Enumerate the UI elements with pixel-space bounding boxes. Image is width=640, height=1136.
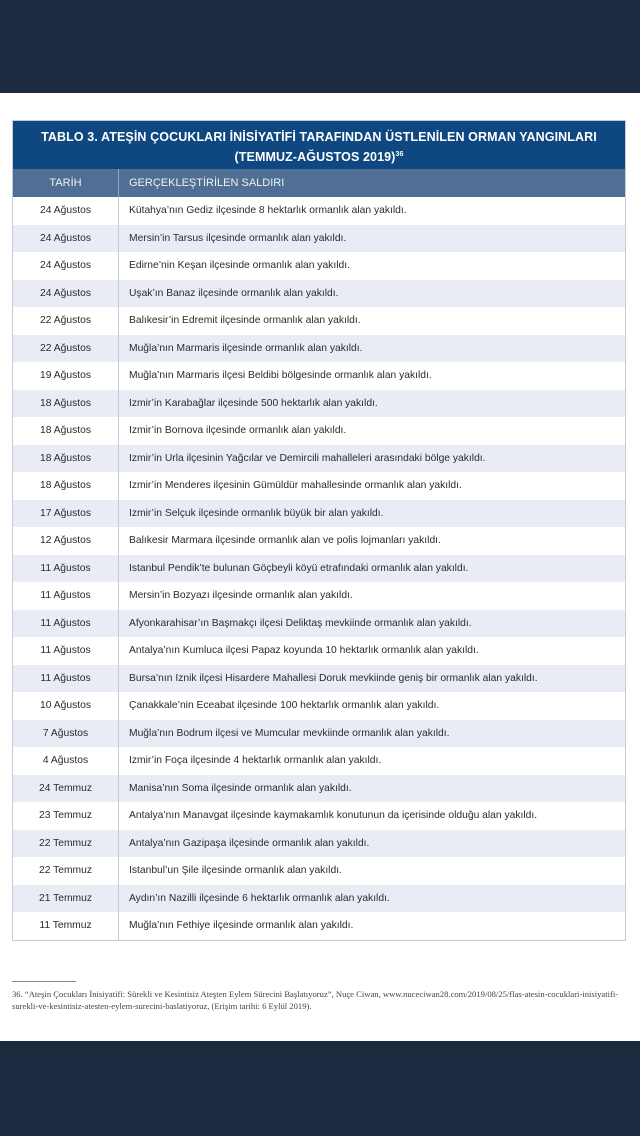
table-row bbox=[13, 197, 625, 225]
table-row bbox=[13, 610, 625, 638]
table-row bbox=[13, 885, 625, 913]
table-row bbox=[13, 830, 625, 858]
table-row bbox=[13, 362, 625, 390]
table-row bbox=[13, 802, 625, 830]
row-description: İzmir’in Karabağlar ilçesinde 500 hektarlık alan yakıldı. bbox=[129, 397, 378, 409]
table-row bbox=[13, 335, 625, 363]
row-date: 24 Ağustos bbox=[13, 280, 119, 308]
row-date: 11 Ağustos bbox=[13, 637, 119, 665]
row-date: 24 Temmuz bbox=[13, 775, 119, 803]
row-date: 24 Ağustos bbox=[13, 225, 119, 253]
row-date: 11 Temmuz bbox=[13, 912, 119, 940]
row-date: 22 Ağustos bbox=[13, 307, 119, 335]
table-row bbox=[13, 775, 625, 803]
table-row bbox=[13, 225, 625, 253]
header-description: GERÇEKLEŞTİRİLEN SALDIRI bbox=[129, 177, 285, 189]
row-date: 12 Ağustos bbox=[13, 527, 119, 555]
row-description: Çanakkale’nin Eceabat ilçesinde 100 hektarlık ormanlık alan yakıldı. bbox=[129, 700, 440, 712]
row-date: 17 Ağustos bbox=[13, 500, 119, 528]
row-date: 10 Ağustos bbox=[13, 692, 119, 720]
row-description: Muğla’nın Bodrum ilçesi ve Mumcular mevkiinde ormanlık alan yakıldı. bbox=[129, 727, 450, 739]
row-description: Uşak’ın Banaz ilçesinde ormanlık alan yakıldı. bbox=[129, 287, 339, 299]
row-description: Balıkesir Marmara ilçesinde ormanlık alan ve polis lojmanları yakıldı. bbox=[129, 535, 441, 547]
row-description: Balıkesir’in Edremit ilçesinde ormanlık alan yakıldı. bbox=[129, 315, 361, 327]
table-row bbox=[13, 555, 625, 583]
table-row bbox=[13, 720, 625, 748]
table-row bbox=[13, 747, 625, 775]
table-row bbox=[13, 500, 625, 528]
fires-table bbox=[12, 120, 626, 941]
footnote-divider bbox=[12, 981, 76, 982]
row-date: 22 Ağustos bbox=[13, 335, 119, 363]
row-date: 22 Temmuz bbox=[13, 830, 119, 858]
table-row bbox=[13, 417, 625, 445]
table-body bbox=[13, 197, 625, 940]
table-row bbox=[13, 692, 625, 720]
row-date: 11 Ağustos bbox=[13, 610, 119, 638]
table-row bbox=[13, 445, 625, 473]
table-row bbox=[13, 665, 625, 693]
table-row bbox=[13, 637, 625, 665]
header-date: TARİH bbox=[13, 169, 119, 197]
footnote: 36. “Ateşin Çocukları İnisiyatifi: Sürekli ve Kesintisiz Ateşten Eylem Sürecini Başlatıyoruz”, Nuçe Ciwan, www.nuceciwan28.com/2019/08/25/flas-atesin-cocuklari-inisiyatifi-surekli-ve-kesintisiz-atesten-eylem-surecini-baslatiyoruz, (Erişim tarihi: 6 Eylül 2019). bbox=[12, 989, 619, 1011]
row-description: Antalya’nın Manavgat ilçesinde kaymakamlık konutunun da içerisinde olduğu alan yakıldı. bbox=[129, 810, 538, 822]
row-description: Afyonkarahisar’ın Başmakçı ilçesi Deliktaş mevkiinde ormanlık alan yakıldı. bbox=[129, 617, 472, 629]
row-description: İstanbul Pendik’te bulunan Göçbeyli köyü etrafındaki ormanlık alan yakıldı. bbox=[129, 562, 469, 574]
table-row bbox=[13, 912, 625, 940]
row-description: Kütahya’nın Gediz ilçesinde 8 hektarlık ormanlık alan yakıldı. bbox=[129, 205, 407, 217]
row-date: 19 Ağustos bbox=[13, 362, 119, 390]
table-title bbox=[13, 121, 625, 169]
table-row bbox=[13, 582, 625, 610]
row-description: Mersin’in Bozyazı ilçesinde ormanlık alan yakıldı. bbox=[129, 590, 353, 602]
row-date: 11 Ağustos bbox=[13, 665, 119, 693]
footnote-ref: 36 bbox=[395, 151, 404, 158]
row-date: 24 Ağustos bbox=[13, 252, 119, 280]
row-description: Manisa’nın Soma ilçesinde ormanlık alan yakıldı. bbox=[129, 782, 352, 794]
table-row bbox=[13, 252, 625, 280]
row-description: İzmir’in Urla ilçesinin Yağcılar ve Demircili mahalleleri arasındaki bölge yakıldı. bbox=[129, 452, 486, 464]
table-title-line1: TABLO 3. ATEŞİN ÇOCUKLARI İNİSİYATİFİ TARAFINDAN ÜSTLENİLEN ORMAN YANGINLARI bbox=[41, 130, 597, 144]
row-description: Muğla’nın Marmaris ilçesi Beldibi bölgesinde ormanlık alan yakıldı. bbox=[129, 370, 432, 382]
table-header bbox=[13, 169, 625, 197]
table-row bbox=[13, 280, 625, 308]
row-date: 23 Temmuz bbox=[13, 802, 119, 830]
row-date: 11 Ağustos bbox=[13, 582, 119, 610]
table-row bbox=[13, 527, 625, 555]
row-description: Antalya’nın Kumluca ilçesi Papaz koyunda 10 hektarlık ormanlık alan yakıldı. bbox=[129, 645, 479, 657]
row-date: 7 Ağustos bbox=[13, 720, 119, 748]
document-page bbox=[0, 93, 640, 1041]
row-description: Antalya’nın Gazipaşa ilçesinde ormanlık alan yakıldı. bbox=[129, 837, 370, 849]
row-description: İzmir’in Foça ilçesinde 4 hektarlık ormanlık alan yakıldı. bbox=[129, 755, 382, 767]
row-date: 22 Temmuz bbox=[13, 857, 119, 885]
table-title-line2 bbox=[21, 146, 617, 166]
table-row bbox=[13, 472, 625, 500]
row-date: 4 Ağustos bbox=[13, 747, 119, 775]
row-description: Muğla’nın Marmaris ilçesinde ormanlık alan yakıldı. bbox=[129, 342, 363, 354]
row-description: Mersin’in Tarsus ilçesinde ormanlık alan yakıldı. bbox=[129, 232, 347, 244]
table-row bbox=[13, 857, 625, 885]
row-description: İzmir’in Selçuk ilçesinde ormanlık büyük bir alan yakıldı. bbox=[129, 507, 384, 519]
row-description: İzmir’in Menderes ilçesinin Gümüldür mahallesinde ormanlık alan yakıldı. bbox=[129, 480, 462, 492]
row-date: 11 Ağustos bbox=[13, 555, 119, 583]
row-date: 18 Ağustos bbox=[13, 472, 119, 500]
row-description: İzmir’in Bornova ilçesinde ormanlık alan yakıldı. bbox=[129, 425, 347, 437]
row-date: 18 Ağustos bbox=[13, 390, 119, 418]
row-description: Edirne’nin Keşan ilçesinde ormanlık alan yakıldı. bbox=[129, 260, 350, 272]
row-date: 18 Ağustos bbox=[13, 445, 119, 473]
row-date: 21 Temmuz bbox=[13, 885, 119, 913]
row-description: Bursa’nın İznik ilçesi Hisardere Mahallesi Doruk mevkiinde geniş bir ormanlık alan yakıldı. bbox=[129, 672, 538, 684]
row-description: Muğla’nın Fethiye ilçesinde ormanlık alan yakıldı. bbox=[129, 920, 354, 932]
row-description: Aydın’ın Nazilli ilçesinde 6 hektarlık ormanlık alan yakıldı. bbox=[129, 892, 390, 904]
table-row bbox=[13, 307, 625, 335]
table-title-period: (TEMMUZ-AĞUSTOS 2019) bbox=[234, 150, 396, 164]
row-description: İstanbul’un Şile ilçesinde ormanlık alan yakıldı. bbox=[129, 865, 342, 877]
row-date: 18 Ağustos bbox=[13, 417, 119, 445]
row-date: 24 Ağustos bbox=[13, 197, 119, 225]
table-row bbox=[13, 390, 625, 418]
